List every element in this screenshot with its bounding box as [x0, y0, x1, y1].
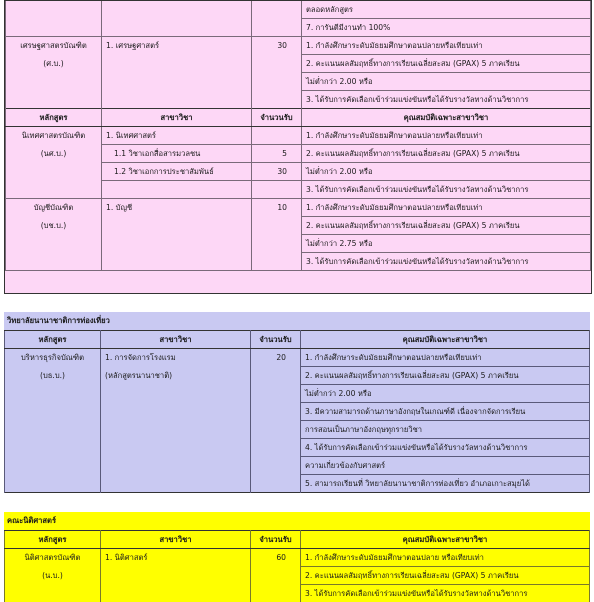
faculty-title: คณะนิติศาสตร์	[7, 516, 57, 525]
table-row	[6, 91, 591, 109]
table-row	[5, 475, 590, 493]
faculty-block-law	[4, 512, 590, 602]
requirement-cell: ตลอดหลักสูตร	[302, 1, 591, 19]
table-row	[5, 367, 590, 385]
major-name-note: (หลักสูตรนานาชาติ)	[101, 367, 251, 385]
requirement-cell: 1. กำลังศึกษาระดับมัธยมศึกษาตอนปลาย หรือเทียบเท่า	[301, 549, 590, 567]
admission-table-tourism	[4, 330, 590, 493]
table-row	[5, 457, 590, 475]
faculty-block-tourism	[4, 312, 590, 493]
table-row	[6, 127, 591, 145]
program-name: บริหารธุรกิจบัณฑิต	[5, 349, 101, 367]
table-row	[6, 253, 591, 271]
program-name: นิติศาสตรบัณฑิต	[5, 549, 101, 567]
table-row	[6, 199, 591, 217]
seat-count: 30	[252, 37, 302, 55]
requirement-cell: 1. กำลังศึกษาระดับมัธยมศึกษาตอนปลายหรือเทียบเท่า	[301, 349, 590, 367]
table-row	[6, 37, 591, 55]
faculty-block-pink	[4, 0, 592, 294]
program-name: เศรษฐศาสตรบัณฑิต	[6, 37, 102, 55]
requirement-cell: ไม่ต่ำกว่า 2.00 หรือ	[301, 385, 590, 403]
column-header-program: หลักสูตร	[6, 109, 102, 127]
program-name: บัญชีบัณฑิต	[6, 199, 102, 217]
column-header-major: สาขาวิชา	[101, 531, 251, 549]
admission-table-pink	[5, 1, 591, 271]
requirement-cell: 1. กำลังศึกษาระดับมัธยมศึกษาตอนปลายหรือเทียบเท่า	[302, 199, 591, 217]
column-header-seats: จำนวนรับ	[251, 331, 301, 349]
requirement-cell: การสอนเป็นภาษาอังกฤษทุกรายวิชา	[301, 421, 590, 439]
requirement-cell: 3. มีความสามารถด้านภาษาอังกฤษในเกณฑ์ดี เนื่องจากจัดการเรียน	[301, 403, 590, 421]
table-header-row	[6, 109, 591, 127]
seat-count: 5	[252, 145, 302, 163]
program-name: นิเทศศาสตรบัณฑิต	[6, 127, 102, 145]
table-row	[5, 567, 590, 585]
requirement-cell: 1. กำลังศึกษาระดับมัธยมศึกษาตอนปลายหรือเทียบเท่า	[302, 37, 591, 55]
column-header-seats: จำนวนรับ	[252, 109, 302, 127]
program-abbr: (บช.บ.)	[6, 217, 102, 235]
table-row	[5, 439, 590, 457]
major-name: 1. บัญชี	[102, 199, 252, 217]
sub-major-name: 1.2 วิชาเอกการประชาสัมพันธ์	[102, 163, 252, 181]
requirement-cell: 5. สามารถเรียนที่ วิทยาลัยนานาชาติการท่องเที่ยว อำเภอเกาะสมุยได้	[301, 475, 590, 493]
seat-count: 10	[252, 199, 302, 217]
table-row	[5, 549, 590, 567]
program-abbr: (ศ.บ.)	[6, 55, 102, 73]
column-header-major: สาขาวิชา	[101, 331, 251, 349]
requirement-cell: 4. ได้รับการคัดเลือกเข้าร่วมแข่งขันหรือได้รับรางวัลทางด้านวิชาการ	[301, 439, 590, 457]
requirement-cell: ความเกี่ยวข้องกับศาสตร์	[301, 457, 590, 475]
faculty-title: วิทยาลัยนานาชาติการท่องเที่ยว	[7, 316, 110, 325]
major-name: 1. นิติศาสตร์	[101, 549, 251, 567]
table-row	[6, 145, 591, 163]
column-header-seats: จำนวนรับ	[251, 531, 301, 549]
seat-count: 20	[251, 349, 301, 367]
requirement-cell: 1. กำลังศึกษาระดับมัธยมศึกษาตอนปลายหรือเทียบเท่า	[302, 127, 591, 145]
table-row	[5, 385, 590, 403]
column-header-program: หลักสูตร	[5, 331, 101, 349]
requirement-cell: 2. คะแนนผลสัมฤทธิ์ทางการเรียนเฉลี่ยสะสม (GPAX) 5 ภาคเรียน	[302, 55, 591, 73]
table-row	[5, 349, 590, 367]
requirement-cell: ไม่ต่ำกว่า 2.00 หรือ	[302, 163, 591, 181]
requirement-cell: 2. คะแนนผลสัมฤทธิ์ทางการเรียนเฉลี่ยสะสม (GPAX) 5 ภาคเรียน	[301, 367, 590, 385]
table-row	[5, 421, 590, 439]
program-abbr: (น.บ.)	[5, 567, 101, 585]
table-row	[6, 163, 591, 181]
table-header-row	[5, 331, 590, 349]
column-header-requirements: คุณสมบัติเฉพาะสาขาวิชา	[302, 109, 591, 127]
table-row	[6, 73, 591, 91]
major-name: 1. เศรษฐศาสตร์	[102, 37, 252, 55]
major-name: 1. นิเทศศาสตร์	[102, 127, 252, 145]
requirement-cell: 3. ได้รับการคัดเลือกเข้าร่วมแข่งขันหรือได้รับรางวัลทางด้านวิชาการ	[302, 181, 591, 199]
requirement-cell: 2. คะแนนผลสัมฤทธิ์ทางการเรียนเฉลี่ยสะสม (GPAX) 5 ภาคเรียน	[301, 567, 590, 585]
sub-major-name: 1.1 วิชาเอกสื่อสารมวลชน	[102, 145, 252, 163]
table-row	[5, 585, 590, 602]
table-row	[6, 181, 591, 199]
table-row	[6, 1, 591, 19]
requirement-cell: 3. ได้รับการคัดเลือกเข้าร่วมแข่งขันหรือได้รับรางวัลทางด้านวิชาการ	[302, 91, 591, 109]
section-spacer	[5, 271, 591, 293]
requirement-cell: ไม่ต่ำกว่า 2.00 หรือ	[302, 73, 591, 91]
column-header-program: หลักสูตร	[5, 531, 101, 549]
table-header-row	[5, 531, 590, 549]
requirement-cell: 3. ได้รับการคัดเลือกเข้าร่วมแข่งขันหรือได้รับรางวัลทางด้านวิชาการ	[301, 585, 590, 602]
table-row	[6, 235, 591, 253]
table-row	[6, 55, 591, 73]
program-abbr: (นศ.บ.)	[6, 145, 102, 163]
seat-count: 30	[252, 163, 302, 181]
table-row	[6, 19, 591, 37]
column-header-requirements: คุณสมบัติเฉพาะสาขาวิชา	[301, 331, 590, 349]
requirement-cell: 3. ได้รับการคัดเลือกเข้าร่วมแข่งขันหรือได้รับรางวัลทางด้านวิชาการ	[302, 253, 591, 271]
table-row	[5, 403, 590, 421]
requirement-cell: 7. การันตีมีงานทำ 100%	[302, 19, 591, 37]
table-row	[6, 217, 591, 235]
major-name: 1. การจัดการโรงแรม	[101, 349, 251, 367]
column-header-major: สาขาวิชา	[102, 109, 252, 127]
column-header-requirements: คุณสมบัติเฉพาะสาขาวิชา	[301, 531, 590, 549]
requirement-cell: 2. คะแนนผลสัมฤทธิ์ทางการเรียนเฉลี่ยสะสม (GPAX) 5 ภาคเรียน	[302, 217, 591, 235]
requirement-cell: 2. คะแนนผลสัมฤทธิ์ทางการเรียนเฉลี่ยสะสม (GPAX) 5 ภาคเรียน	[302, 145, 591, 163]
admission-table-law	[4, 530, 590, 602]
seat-count: 60	[251, 549, 301, 567]
program-abbr: (บธ.บ.)	[5, 367, 101, 385]
requirement-cell: ไม่ต่ำกว่า 2.75 หรือ	[302, 235, 591, 253]
